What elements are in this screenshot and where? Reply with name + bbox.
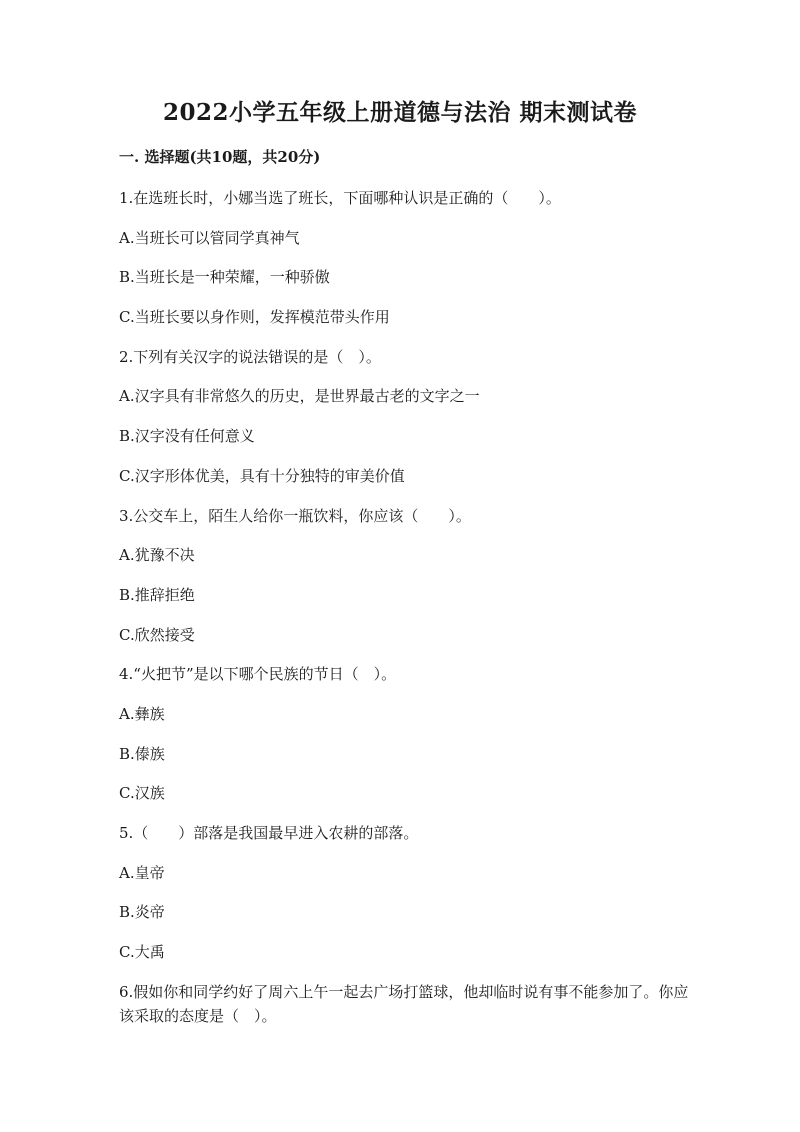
q2-option-b: B.汉字没有任何意义 <box>119 427 255 446</box>
q3-option-a: A.犹豫不决 <box>119 546 195 565</box>
q5-option-b: B.炎帝 <box>119 903 165 922</box>
q3-option-c: C.欣然接受 <box>119 625 195 644</box>
q4-option-b: B.傣族 <box>119 744 165 763</box>
question-6: 6.假如你和同学约好了周六上午一起去广场打篮球，他却临时说有事不能参加了。你应该采取的态度是（ ）。 <box>119 983 689 1025</box>
q4-option-a: A.彝族 <box>119 704 165 723</box>
question-3: 3.公交车上，陌生人给你一瓶饮料，你应该（ ）。 <box>119 506 471 525</box>
question-4: 4.“火把节”是以下哪个民族的节日（ ）。 <box>119 665 397 684</box>
question-5: 5.（ ）部落是我国最早进入农耕的部落。 <box>119 824 419 842</box>
q2-option-a: A.汉字具有非常悠久的历史，是世界最古老的文字之一 <box>119 387 480 406</box>
q2-option-c: C.汉字形体优美，具有十分独特的审美价值 <box>119 466 405 485</box>
q3-option-b: B.推辞拒绝 <box>119 585 195 604</box>
q4-option-c: C.汉族 <box>119 784 165 803</box>
page-title: 2022小学五年级上册道德与法治 期末测试卷 <box>162 99 638 126</box>
q5-option-a: A.皇帝 <box>119 863 165 882</box>
q1-option-a: A.当班长可以管同学真神气 <box>119 228 300 247</box>
question-list <box>119 186 699 980</box>
q5-option-c: C.大禹 <box>119 943 165 962</box>
question-1: 1.在选班长时，小娜当选了班长，下面哪种认识是正确的（ ）。 <box>119 189 561 207</box>
q1-option-b: B.当班长是一种荣耀，一种骄傲 <box>119 268 330 287</box>
question-2: 2.下列有关汉字的说法错误的是（ ）。 <box>119 347 381 366</box>
section-heading: 一. 选择题(共10题，共20分) <box>119 148 321 166</box>
q1-option-c: C.当班长要以身作则，发挥模范带头作用 <box>119 308 390 327</box>
